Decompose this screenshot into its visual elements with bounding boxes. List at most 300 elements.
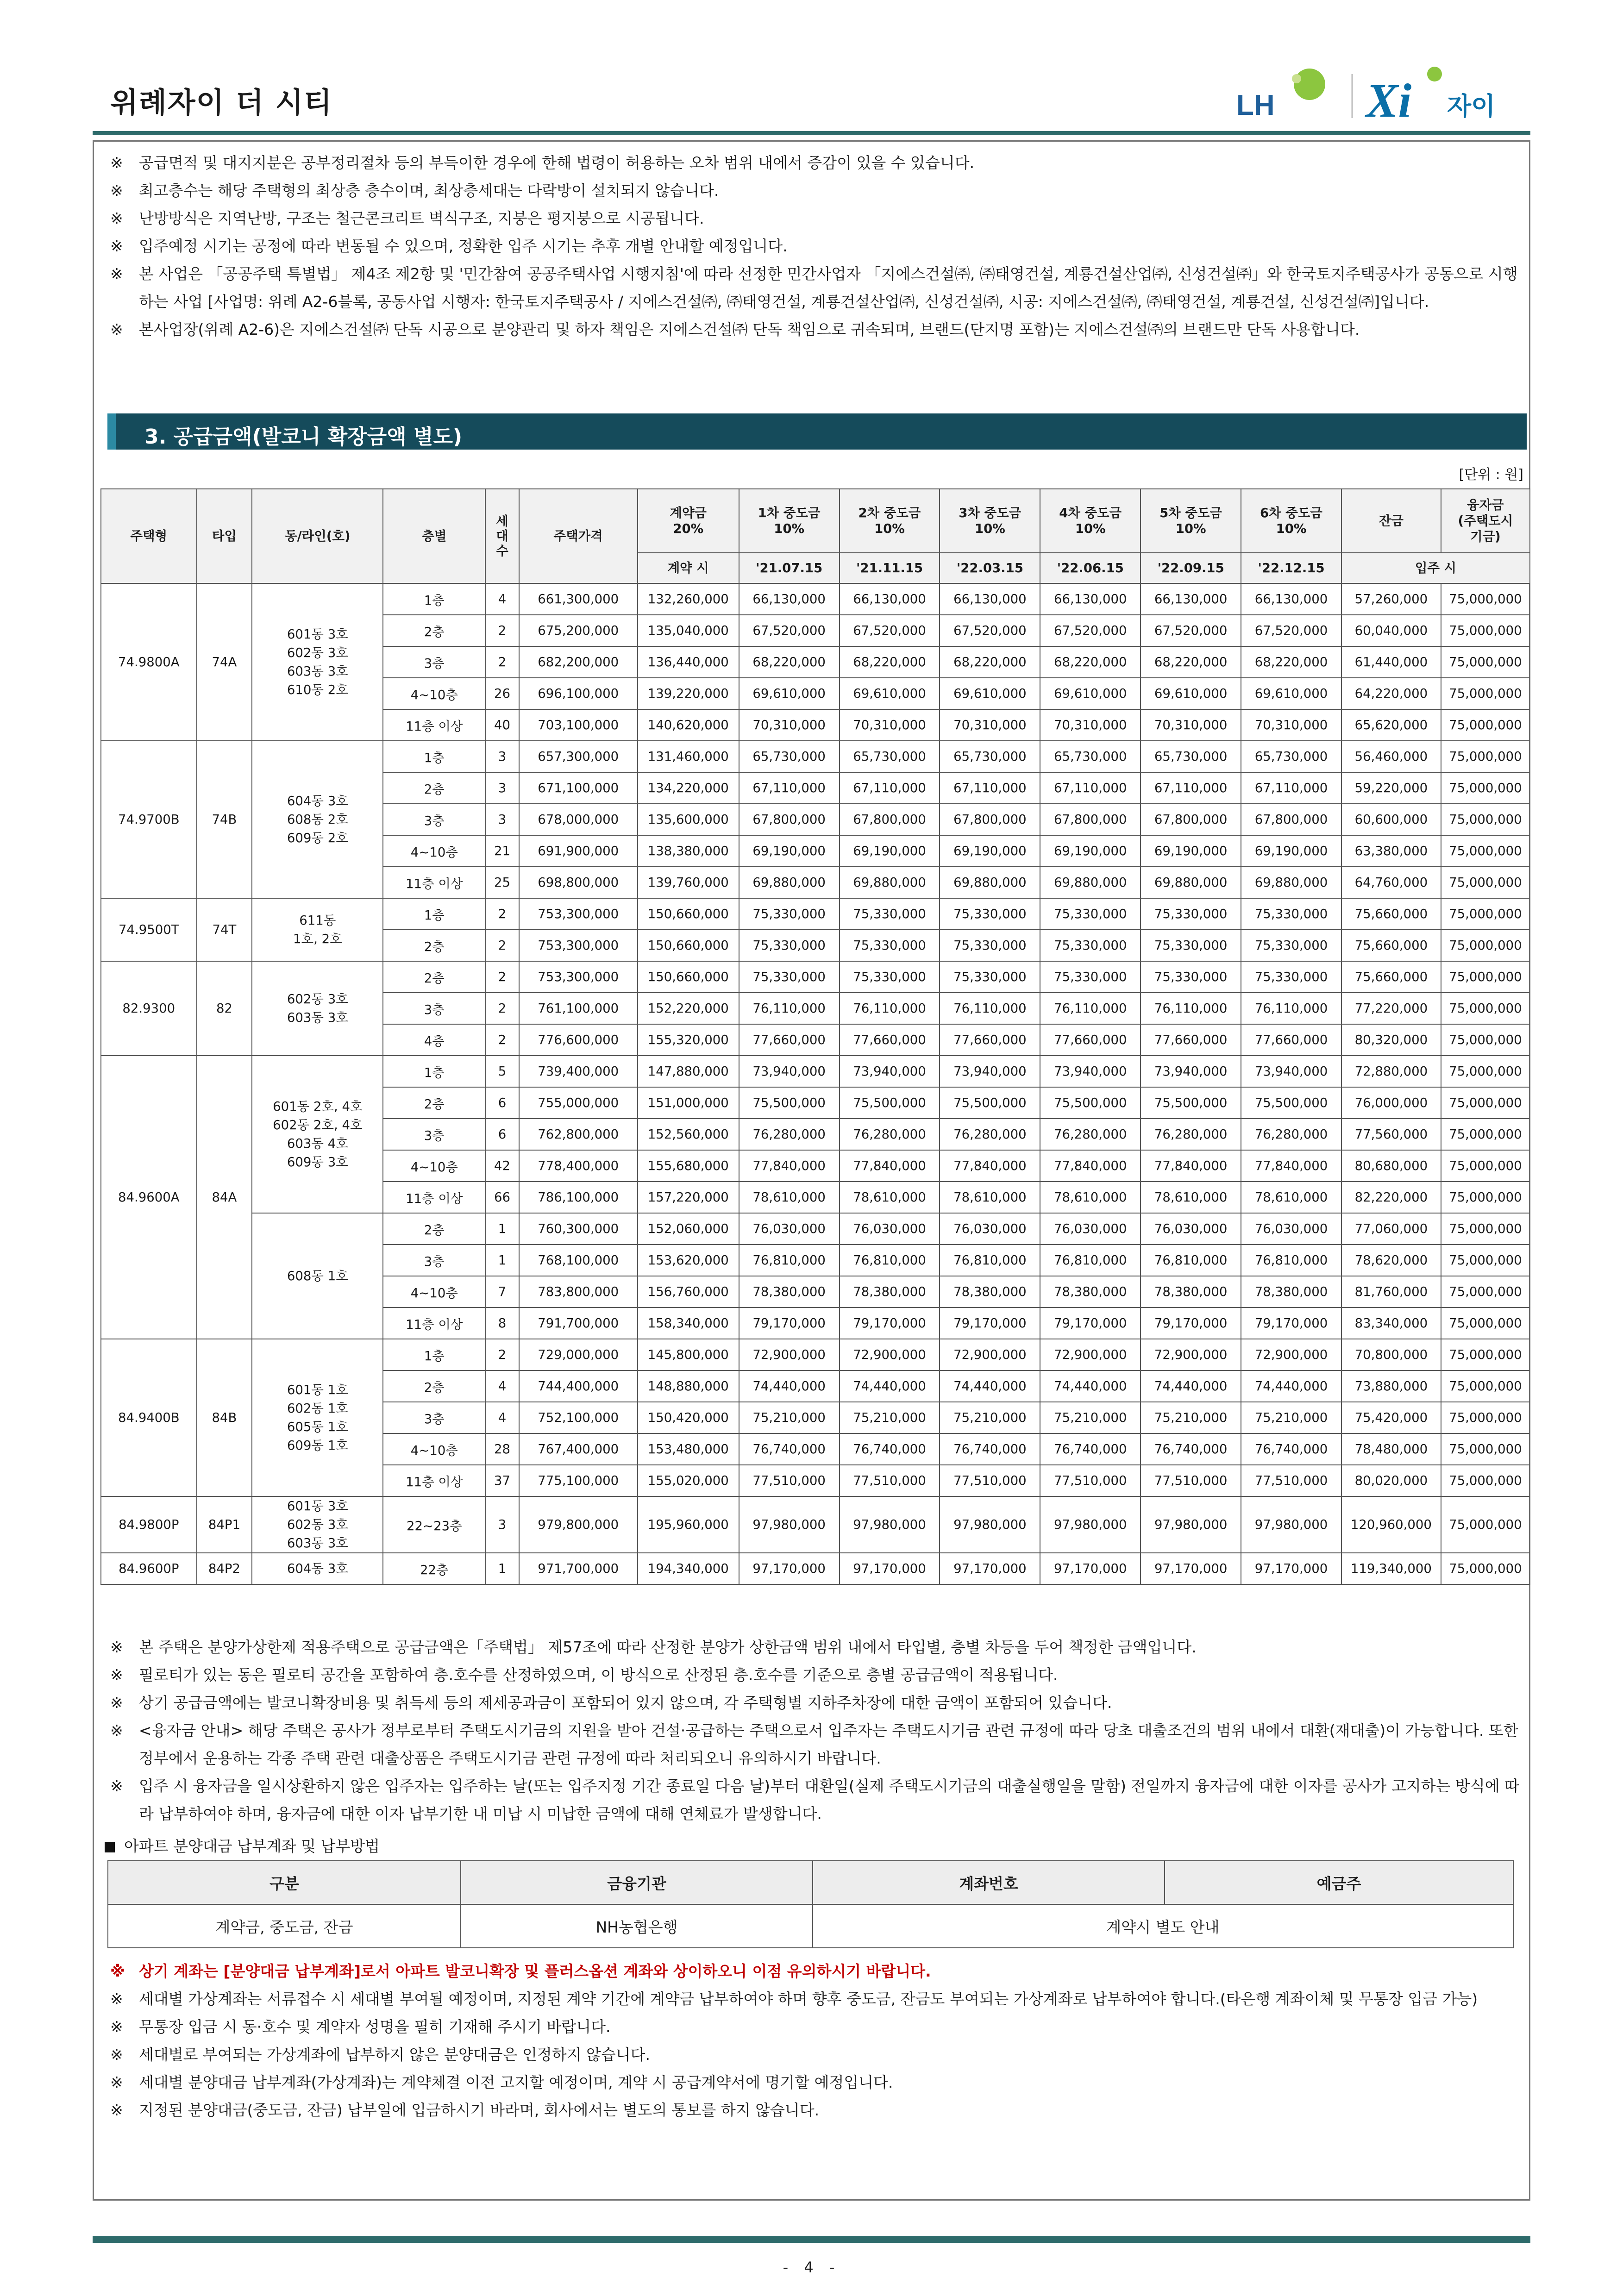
- middle-5-cell: 77,510,000: [1140, 1465, 1241, 1496]
- house-type-cell: 74.9800A: [101, 583, 197, 741]
- middle-2-cell: 76,740,000: [840, 1433, 940, 1465]
- middle-1-cell: 76,740,000: [739, 1433, 840, 1465]
- floor-cell: 4층: [383, 1024, 485, 1056]
- price-row: [101, 741, 1530, 772]
- households-cell: 2: [485, 1339, 519, 1370]
- th-date-2: '21.11.15: [840, 553, 940, 583]
- floor-cell: 2층: [383, 772, 485, 804]
- balance-cell: 57,260,000: [1341, 583, 1441, 615]
- middle-2-cell: 67,800,000: [840, 804, 940, 835]
- loan-cell: 75,000,000: [1441, 646, 1530, 678]
- footer-rule: [93, 2236, 1530, 2243]
- middle-6-cell: 79,170,000: [1241, 1308, 1341, 1339]
- households-cell: 25: [485, 867, 519, 898]
- middle-6-cell: 78,610,000: [1241, 1182, 1341, 1213]
- price-cell: 675,200,000: [519, 615, 638, 646]
- middle-3-cell: 67,520,000: [940, 615, 1040, 646]
- balance-cell: 76,000,000: [1341, 1087, 1441, 1119]
- loan-cell: 75,000,000: [1441, 1087, 1530, 1119]
- middle-3-cell: 69,880,000: [940, 867, 1040, 898]
- loan-cell: 75,000,000: [1441, 741, 1530, 772]
- middle-4-cell: 69,190,000: [1040, 835, 1140, 867]
- loan-cell: 75,000,000: [1441, 1496, 1530, 1553]
- middle-1-cell: 73,940,000: [739, 1056, 840, 1087]
- note-text: 지정된 분양대금(중도금, 잔금) 납부일에 입금하시기 바라며, 회사에서는 별도의 통보를 하지 않습니다.: [139, 2101, 820, 2119]
- type-code-cell: 82: [197, 961, 252, 1056]
- households-cell: 8: [485, 1308, 519, 1339]
- balance-cell: 64,760,000: [1341, 867, 1441, 898]
- price-cell: 696,100,000: [519, 678, 638, 709]
- note-text: 입주예정 시기는 공정에 따라 변동될 수 있으며, 정확한 입주 시기는 추후 개별 안내할 예정입니다.: [139, 237, 788, 255]
- loan-cell: 75,000,000: [1441, 1213, 1530, 1245]
- deposit-cell: 147,880,000: [638, 1056, 739, 1087]
- middle-3-cell: 72,900,000: [940, 1339, 1040, 1370]
- households-cell: 2: [485, 615, 519, 646]
- price-row: [101, 1213, 1530, 1245]
- note-item: [110, 232, 1527, 260]
- price-cell: 671,100,000: [519, 772, 638, 804]
- floor-cell: 2층: [383, 1370, 485, 1402]
- middle-5-cell: 73,940,000: [1140, 1056, 1241, 1087]
- top-notes: [110, 149, 1527, 344]
- middle-4-cell: 77,840,000: [1040, 1150, 1140, 1182]
- th-bank: 금융기관: [461, 1861, 813, 1904]
- middle-4-cell: 76,030,000: [1040, 1213, 1140, 1245]
- deposit-cell: 150,660,000: [638, 898, 739, 930]
- th-price: 주택가격: [519, 489, 638, 583]
- floor-cell: 2층: [383, 930, 485, 961]
- th-deposit-when: 계약 시: [638, 553, 739, 583]
- middle-2-cell: 75,500,000: [840, 1087, 940, 1119]
- middle-6-cell: 68,220,000: [1241, 646, 1341, 678]
- middle-1-cell: 69,190,000: [739, 835, 840, 867]
- middle-2-cell: 74,440,000: [840, 1370, 940, 1402]
- deposit-cell: 155,680,000: [638, 1150, 739, 1182]
- note-item: [110, 2013, 1527, 2041]
- dong-line-cell: 601동 3호 602동 3호 603동 3호 610동 2호: [252, 583, 383, 741]
- price-row: [101, 1553, 1530, 1584]
- households-cell: 40: [485, 709, 519, 741]
- middle-1-cell: 75,330,000: [739, 930, 840, 961]
- middle-4-cell: 78,380,000: [1040, 1276, 1140, 1308]
- loan-cell: 75,000,000: [1441, 1465, 1530, 1496]
- households-cell: 6: [485, 1087, 519, 1119]
- balance-cell: 59,220,000: [1341, 772, 1441, 804]
- note-text: <융자금 안내> 해당 주택은 공사가 정부로부터 주택도시기금의 지원을 받아 건설·공급하는 주택으로서 입주자는 주택도시기금 관련 규정에 따라 당초 대출조건의 범위 내에서 대환(재대출)이 가능합니다. 또한 정부에서 운용하는 각종 주택 관련 대출상품은 주택도시기금 관련 규정에 따라 처리되오니 유의하시기 바랍니다.: [139, 1721, 1518, 1767]
- middle-3-cell: 69,610,000: [940, 678, 1040, 709]
- middle-4-cell: 67,800,000: [1040, 804, 1140, 835]
- loan-cell: 75,000,000: [1441, 1433, 1530, 1465]
- middle-5-cell: 75,330,000: [1140, 961, 1241, 993]
- note-mark-icon: ※: [110, 1721, 123, 1739]
- type-code-cell: 84A: [197, 1056, 252, 1339]
- middle-1-cell: 69,880,000: [739, 867, 840, 898]
- middle-5-cell: 75,330,000: [1140, 930, 1241, 961]
- deposit-cell: 153,480,000: [638, 1433, 739, 1465]
- middle-3-cell: 67,800,000: [940, 804, 1040, 835]
- loan-cell: 75,000,000: [1441, 1056, 1530, 1087]
- middle-1-cell: 77,840,000: [739, 1150, 840, 1182]
- loan-cell: 75,000,000: [1441, 678, 1530, 709]
- header-rule: [93, 131, 1530, 135]
- middle-1-cell: 67,520,000: [739, 615, 840, 646]
- price-table: [100, 488, 1530, 1585]
- balance-cell: 60,600,000: [1341, 804, 1441, 835]
- middle-4-cell: 76,110,000: [1040, 993, 1140, 1024]
- th-balance: 잔금: [1341, 489, 1441, 553]
- middle-2-cell: 65,730,000: [840, 741, 940, 772]
- middle-3-cell: 75,330,000: [940, 930, 1040, 961]
- middle-3-cell: 77,510,000: [940, 1465, 1040, 1496]
- price-row: [101, 961, 1530, 993]
- households-cell: 1: [485, 1553, 519, 1584]
- deposit-cell: 138,380,000: [638, 835, 739, 867]
- price-cell: 767,400,000: [519, 1433, 638, 1465]
- middle-6-cell: 67,110,000: [1241, 772, 1341, 804]
- balance-cell: 77,220,000: [1341, 993, 1441, 1024]
- house-type-cell: 82.9300: [101, 961, 197, 1056]
- note-mark-icon: ※: [110, 154, 123, 172]
- middle-1-cell: 76,810,000: [739, 1245, 840, 1276]
- middle-2-cell: 69,190,000: [840, 835, 940, 867]
- price-cell: 761,100,000: [519, 993, 638, 1024]
- deposit-cell: 131,460,000: [638, 741, 739, 772]
- price-cell: 744,400,000: [519, 1370, 638, 1402]
- middle-3-cell: 77,660,000: [940, 1024, 1040, 1056]
- middle-6-cell: 75,500,000: [1241, 1087, 1341, 1119]
- th-category: 구분: [108, 1861, 461, 1904]
- th-middle-1: 1차 중도금 10%: [739, 489, 840, 553]
- middle-1-cell: 76,030,000: [739, 1213, 840, 1245]
- middle-6-cell: 65,730,000: [1241, 741, 1341, 772]
- note-item: [110, 1661, 1527, 1689]
- households-cell: 42: [485, 1150, 519, 1182]
- households-cell: 66: [485, 1182, 519, 1213]
- deposit-cell: 134,220,000: [638, 772, 739, 804]
- dong-line-cell: 601동 1호 602동 1호 605동 1호 609동 1호: [252, 1339, 383, 1496]
- floor-cell: 1층: [383, 583, 485, 615]
- middle-1-cell: 97,980,000: [739, 1496, 840, 1553]
- middle-2-cell: 67,110,000: [840, 772, 940, 804]
- floor-cell: 3층: [383, 1119, 485, 1150]
- deposit-cell: 136,440,000: [638, 646, 739, 678]
- middle-6-cell: 74,440,000: [1241, 1370, 1341, 1402]
- middle-3-cell: 76,810,000: [940, 1245, 1040, 1276]
- deposit-cell: 194,340,000: [638, 1553, 739, 1584]
- middle-6-cell: 75,330,000: [1241, 898, 1341, 930]
- deposit-cell: 155,020,000: [638, 1465, 739, 1496]
- th-households: 세 대 수: [485, 489, 519, 583]
- section-heading-bar: [107, 413, 1527, 450]
- middle-5-cell: 69,880,000: [1140, 867, 1241, 898]
- note-mark-icon: ※: [110, 1694, 123, 1712]
- middle-2-cell: 97,170,000: [840, 1553, 940, 1584]
- middle-1-cell: 66,130,000: [739, 583, 840, 615]
- middle-1-cell: 79,170,000: [739, 1308, 840, 1339]
- middle-3-cell: 75,330,000: [940, 898, 1040, 930]
- note-mark-icon: ※: [110, 2018, 123, 2036]
- middle-1-cell: 65,730,000: [739, 741, 840, 772]
- price-cell: 971,700,000: [519, 1553, 638, 1584]
- loan-cell: 75,000,000: [1441, 1024, 1530, 1056]
- floor-cell: 3층: [383, 1245, 485, 1276]
- note-mark-icon: ※: [110, 2101, 123, 2119]
- note-text: 무통장 입금 시 동·호수 및 계약자 성명을 필히 기재해 주시기 바랍니다.: [139, 2018, 611, 2036]
- floor-cell: 3층: [383, 646, 485, 678]
- middle-3-cell: 73,940,000: [940, 1056, 1040, 1087]
- loan-cell: 75,000,000: [1441, 1276, 1530, 1308]
- th-holder: 예금주: [1165, 1861, 1513, 1904]
- deposit-cell: 148,880,000: [638, 1370, 739, 1402]
- type-code-cell: 74T: [197, 898, 252, 961]
- middle-3-cell: 76,030,000: [940, 1213, 1040, 1245]
- floor-cell: 22~23층: [383, 1496, 485, 1553]
- price-cell: 752,100,000: [519, 1402, 638, 1433]
- middle-3-cell: 75,210,000: [940, 1402, 1040, 1433]
- middle-2-cell: 75,330,000: [840, 930, 940, 961]
- middle-5-cell: 76,810,000: [1140, 1245, 1241, 1276]
- note-mark-icon: ※: [110, 1962, 125, 1980]
- deposit-cell: 151,000,000: [638, 1087, 739, 1119]
- balance-cell: 77,560,000: [1341, 1119, 1441, 1150]
- middle-6-cell: 97,170,000: [1241, 1553, 1341, 1584]
- middle-1-cell: 75,210,000: [739, 1402, 840, 1433]
- note-mark-icon: ※: [110, 1990, 123, 2008]
- middle-4-cell: 65,730,000: [1040, 741, 1140, 772]
- balance-cell: 61,440,000: [1341, 646, 1441, 678]
- note-text: 본 주택은 분양가상한제 적용주택으로 공급금액은「주택법」 제57조에 따라 산정한 분양가 상한금액 범위 내에서 타입별, 층별 차등을 두어 책정한 금액입니다.: [139, 1638, 1197, 1656]
- households-cell: 28: [485, 1433, 519, 1465]
- households-cell: 2: [485, 898, 519, 930]
- dong-line-cell: 602동 3호 603동 3호: [252, 961, 383, 1056]
- dong-line-cell: 601동 3호 602동 3호 603동 3호: [252, 1496, 383, 1553]
- dong-line-cell: 611동 1호, 2호: [252, 898, 383, 961]
- middle-3-cell: 65,730,000: [940, 741, 1040, 772]
- deposit-cell: 153,620,000: [638, 1245, 739, 1276]
- price-cell: 729,000,000: [519, 1339, 638, 1370]
- middle-5-cell: 76,110,000: [1140, 993, 1241, 1024]
- balance-cell: 65,620,000: [1341, 709, 1441, 741]
- th-date-4: '22.06.15: [1040, 553, 1140, 583]
- th-kind: 타입: [197, 489, 252, 583]
- deposit-cell: 156,760,000: [638, 1276, 739, 1308]
- households-cell: 2: [485, 993, 519, 1024]
- middle-5-cell: 65,730,000: [1140, 741, 1241, 772]
- price-cell: 783,800,000: [519, 1276, 638, 1308]
- th-type: 주택형: [101, 489, 197, 583]
- balance-cell: 78,620,000: [1341, 1245, 1441, 1276]
- middle-6-cell: 69,880,000: [1241, 867, 1341, 898]
- floor-cell: 4~10층: [383, 1150, 485, 1182]
- middle-5-cell: 79,170,000: [1140, 1308, 1241, 1339]
- middle-4-cell: 74,440,000: [1040, 1370, 1140, 1402]
- middle-1-cell: 69,610,000: [739, 678, 840, 709]
- floor-cell: 1층: [383, 1056, 485, 1087]
- middle-3-cell: 76,110,000: [940, 993, 1040, 1024]
- middle-5-cell: 76,740,000: [1140, 1433, 1241, 1465]
- th-dong: 동/라인(호): [252, 489, 383, 583]
- page-number: - 4 -: [783, 2258, 840, 2276]
- payment-bank: NH농협은행: [461, 1904, 813, 1948]
- middle-4-cell: 75,210,000: [1040, 1402, 1140, 1433]
- deposit-cell: 195,960,000: [638, 1496, 739, 1553]
- middle-6-cell: 69,190,000: [1241, 835, 1341, 867]
- lh-xi-logo: [1227, 60, 1528, 130]
- price-cell: 760,300,000: [519, 1213, 638, 1245]
- note-item: [110, 2041, 1527, 2069]
- deposit-cell: 139,760,000: [638, 867, 739, 898]
- loan-cell: 75,000,000: [1441, 1182, 1530, 1213]
- middle-2-cell: 69,880,000: [840, 867, 940, 898]
- note-text: 본사업장(위례 A2-6)은 지에스건설㈜ 단독 시공으로 분양관리 및 하자 책임은 지에스건설㈜ 단독 책임으로 귀속되며, 브랜드(단지명 포함)는 지에스건설㈜의 브랜드만 단독 사용합니다.: [139, 320, 1360, 338]
- middle-2-cell: 75,210,000: [840, 1402, 940, 1433]
- middle-1-cell: 68,220,000: [739, 646, 840, 678]
- th-date-6: '22.12.15: [1241, 553, 1341, 583]
- middle-4-cell: 69,880,000: [1040, 867, 1140, 898]
- middle-6-cell: 77,660,000: [1241, 1024, 1341, 1056]
- type-code-cell: 84P2: [197, 1553, 252, 1584]
- note-mark-icon: ※: [110, 320, 123, 338]
- mid-notes: [110, 1633, 1527, 1828]
- payment-heading-text: 아파트 분양대금 납부계좌 및 납부방법: [124, 1837, 380, 1855]
- balance-cell: 81,760,000: [1341, 1276, 1441, 1308]
- dong-line-cell: 608동 1호: [252, 1213, 383, 1339]
- price-cell: 678,000,000: [519, 804, 638, 835]
- deposit-cell: 158,340,000: [638, 1308, 739, 1339]
- type-code-cell: 74A: [197, 583, 252, 741]
- note-mark-icon: ※: [110, 2073, 123, 2091]
- bottom-notes: [110, 1958, 1527, 2124]
- households-cell: 4: [485, 1402, 519, 1433]
- note-text: 상기 계좌는 [분양대금 납부계좌]로서 아파트 발코니확장 및 플러스옵션 계좌와 상이하오니 이점 유의하시기 바랍니다.: [139, 1962, 931, 1980]
- middle-5-cell: 75,210,000: [1140, 1402, 1241, 1433]
- households-cell: 3: [485, 1496, 519, 1553]
- th-middle-3: 3차 중도금 10%: [940, 489, 1040, 553]
- dong-line-cell: 604동 3호 608동 2호 609동 2호: [252, 741, 383, 898]
- middle-3-cell: 70,310,000: [940, 709, 1040, 741]
- price-cell: 753,300,000: [519, 898, 638, 930]
- floor-cell: 11층 이상: [383, 1308, 485, 1339]
- floor-cell: 4~10층: [383, 1433, 485, 1465]
- floor-cell: 3층: [383, 1402, 485, 1433]
- loan-cell: 75,000,000: [1441, 930, 1530, 961]
- note-item: [110, 316, 1527, 344]
- th-middle-4: 4차 중도금 10%: [1040, 489, 1140, 553]
- note-text: 최고층수는 해당 주택형의 최상층 층수이며, 최상층세대는 다락방이 설치되지 않습니다.: [139, 181, 719, 200]
- note-item: [110, 260, 1527, 316]
- middle-2-cell: 76,110,000: [840, 993, 940, 1024]
- balance-cell: 70,800,000: [1341, 1339, 1441, 1370]
- note-mark-icon: ※: [110, 209, 123, 227]
- floor-cell: 3층: [383, 804, 485, 835]
- households-cell: 5: [485, 1056, 519, 1087]
- floor-cell: 2층: [383, 1087, 485, 1119]
- middle-4-cell: 78,610,000: [1040, 1182, 1140, 1213]
- note-text: 세대별로 부여되는 가상계좌에 납부하지 않은 분양대금은 인정하지 않습니다.: [139, 2046, 651, 2064]
- households-cell: 1: [485, 1213, 519, 1245]
- middle-1-cell: 67,800,000: [739, 804, 840, 835]
- middle-6-cell: 76,030,000: [1241, 1213, 1341, 1245]
- balance-cell: 75,660,000: [1341, 930, 1441, 961]
- middle-4-cell: 73,940,000: [1040, 1056, 1140, 1087]
- middle-6-cell: 97,980,000: [1241, 1496, 1341, 1553]
- middle-2-cell: 75,330,000: [840, 961, 940, 993]
- loan-cell: 75,000,000: [1441, 615, 1530, 646]
- middle-2-cell: 76,280,000: [840, 1119, 940, 1150]
- households-cell: 2: [485, 961, 519, 993]
- balance-cell: 75,660,000: [1341, 961, 1441, 993]
- price-cell: 786,100,000: [519, 1182, 638, 1213]
- middle-4-cell: 69,610,000: [1040, 678, 1140, 709]
- loan-cell: 75,000,000: [1441, 1119, 1530, 1150]
- middle-1-cell: 76,110,000: [739, 993, 840, 1024]
- middle-2-cell: 97,980,000: [840, 1496, 940, 1553]
- deposit-cell: 145,800,000: [638, 1339, 739, 1370]
- price-cell: 691,900,000: [519, 835, 638, 867]
- middle-4-cell: 67,520,000: [1040, 615, 1140, 646]
- house-type-cell: 84.9600P: [101, 1553, 197, 1584]
- price-row: [101, 1056, 1530, 1087]
- loan-cell: 75,000,000: [1441, 1402, 1530, 1433]
- floor-cell: 2층: [383, 615, 485, 646]
- middle-5-cell: 69,610,000: [1140, 678, 1241, 709]
- balance-cell: 73,880,000: [1341, 1370, 1441, 1402]
- middle-5-cell: 97,170,000: [1140, 1553, 1241, 1584]
- price-cell: 762,800,000: [519, 1119, 638, 1150]
- middle-5-cell: 76,280,000: [1140, 1119, 1241, 1150]
- middle-4-cell: 77,660,000: [1040, 1024, 1140, 1056]
- loan-cell: 75,000,000: [1441, 1245, 1530, 1276]
- price-cell: 791,700,000: [519, 1308, 638, 1339]
- middle-6-cell: 66,130,000: [1241, 583, 1341, 615]
- note-item: [110, 2069, 1527, 2096]
- floor-cell: 2층: [383, 961, 485, 993]
- loan-cell: 75,000,000: [1441, 993, 1530, 1024]
- middle-3-cell: 97,170,000: [940, 1553, 1040, 1584]
- loan-cell: 75,000,000: [1441, 1150, 1530, 1182]
- middle-6-cell: 75,330,000: [1241, 961, 1341, 993]
- floor-cell: 1층: [383, 898, 485, 930]
- deposit-cell: 132,260,000: [638, 583, 739, 615]
- middle-2-cell: 77,840,000: [840, 1150, 940, 1182]
- payment-category: 계약금, 중도금, 잔금: [108, 1904, 461, 1948]
- middle-4-cell: 77,510,000: [1040, 1465, 1140, 1496]
- floor-cell: 1층: [383, 741, 485, 772]
- deposit-cell: 157,220,000: [638, 1182, 739, 1213]
- middle-6-cell: 70,310,000: [1241, 709, 1341, 741]
- price-cell: 775,100,000: [519, 1465, 638, 1496]
- price-row: [101, 898, 1530, 930]
- households-cell: 3: [485, 804, 519, 835]
- type-code-cell: 84B: [197, 1339, 252, 1496]
- th-date-1: '21.07.15: [739, 553, 840, 583]
- price-cell: 979,800,000: [519, 1496, 638, 1553]
- middle-1-cell: 97,170,000: [739, 1553, 840, 1584]
- house-type-cell: 84.9600A: [101, 1056, 197, 1339]
- note-text: 입주 시 융자금을 일시상환하지 않은 입주자는 입주하는 날(또는 입주지정 기간 종료일 다음 날)부터 대환일(실제 주택도시기금의 대출실행일을 말함) 전일까지 융자금에 대한 이자를 공사가 고지하는 방식에 따라 납부하여야 하며, 융자금에 대한 이자 납부기한 내 미납 시 미납한 금액에 대해 연체료가 발생합니다.: [139, 1777, 1520, 1823]
- middle-3-cell: 67,110,000: [940, 772, 1040, 804]
- note-text: 본 사업은 「공공주택 특별법」 제4조 제2항 및 '민간참여 공공주택사업 시행지침'에 따라 선정한 민간사업자 「지에스건설㈜, ㈜태영건설, 계룡건설산업㈜, 신성건설㈜」와 한국토지주택공사가 공동으로 시행하는 사업 [사업명: 위례 A2-6블록, 공동사업 시행자: 한국토지주택공사 / 지에스건설㈜, ㈜태영건설, 계룡건설산업㈜, 신성건설㈜, 시공: 지에스건설㈜, ㈜태영건설, 계룡건설, 신성건설㈜]입니다.: [139, 265, 1518, 311]
- middle-5-cell: 77,840,000: [1140, 1150, 1241, 1182]
- middle-3-cell: 66,130,000: [940, 583, 1040, 615]
- th-deposit: 계약금 20%: [638, 489, 739, 553]
- households-cell: 21: [485, 835, 519, 867]
- middle-2-cell: 75,330,000: [840, 898, 940, 930]
- middle-6-cell: 76,810,000: [1241, 1245, 1341, 1276]
- middle-4-cell: 70,310,000: [1040, 709, 1140, 741]
- middle-5-cell: 78,610,000: [1140, 1182, 1241, 1213]
- middle-6-cell: 76,740,000: [1241, 1433, 1341, 1465]
